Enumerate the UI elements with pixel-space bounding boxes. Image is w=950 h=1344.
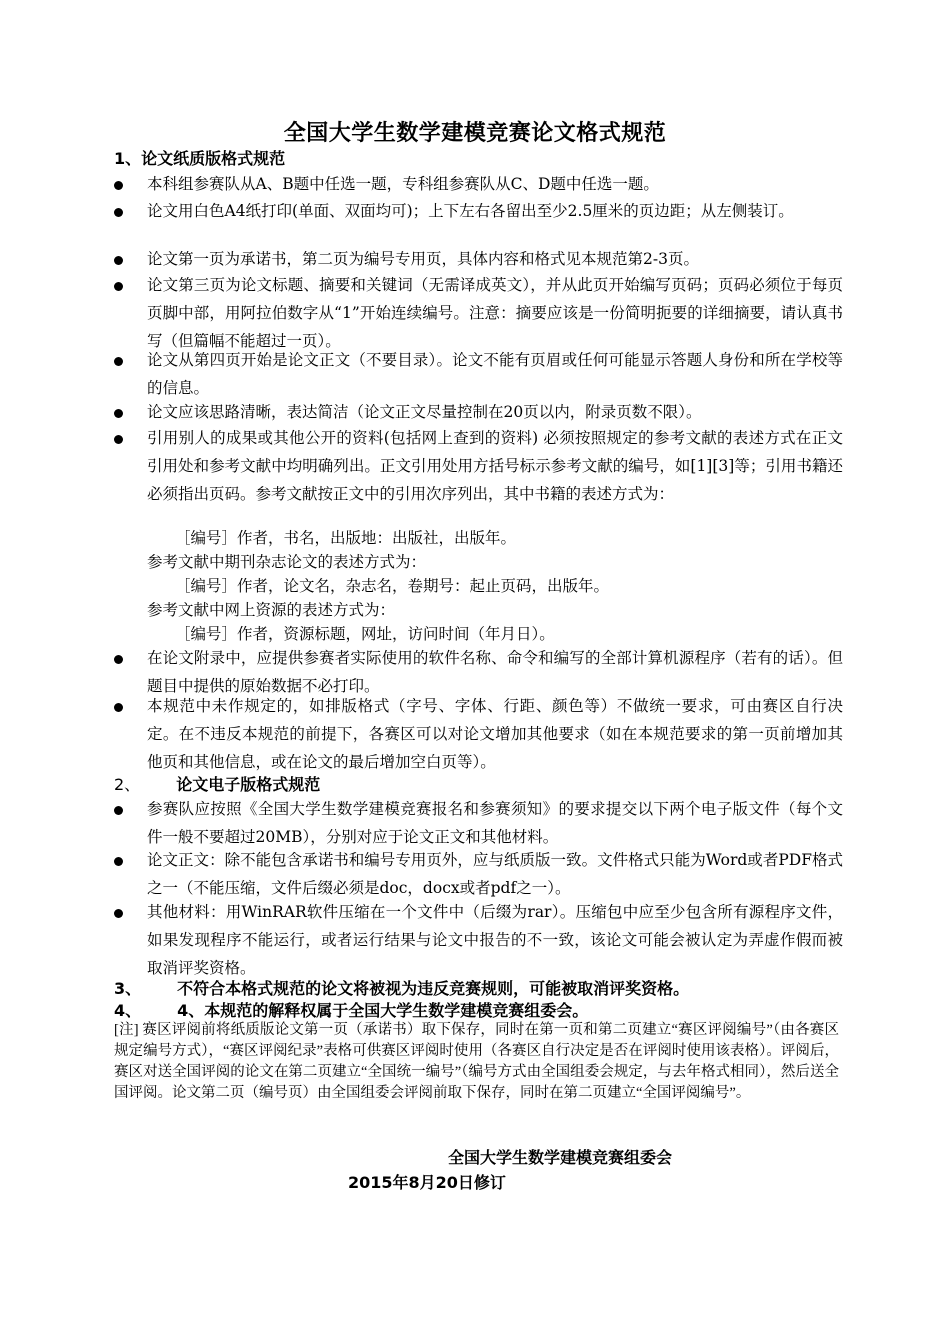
list-item-text: 本规范中未作规定的，如排版格式（字号、字体、行距、颜色等）不做统一要求，可由赛区自行决定。在不违反本规范的前提下，各赛区可以对论文增加其他要求（如在本规范要求的第一页前增加其他页和其他信息，或在论文的最后增加空白页等）。	[147, 697, 843, 771]
bullet-icon	[114, 409, 123, 418]
bullet-icon	[114, 282, 123, 291]
section-number: 4、	[114, 1001, 142, 1020]
list-item	[108, 398, 843, 426]
bullet-icon	[114, 655, 123, 664]
list-item	[108, 424, 843, 508]
section-number: 3、	[114, 979, 142, 998]
list-item	[108, 271, 843, 355]
bullet-icon	[114, 909, 123, 918]
reference-intro-journal: 参考文献中期刊杂志论文的表述方式为：	[147, 553, 427, 571]
section-4-heading	[114, 998, 588, 1021]
list-item	[108, 692, 843, 776]
list-item	[108, 245, 843, 273]
reference-intro-web: 参考文献中网上资源的表述方式为：	[147, 601, 396, 619]
section-title: 不符合本格式规范的论文将被视为违反竞赛规则，可能被取消评奖资格。	[177, 979, 690, 998]
section-title: 论文电子版格式规范	[176, 775, 321, 794]
bullet-icon	[114, 435, 123, 444]
list-item-text: 论文正文：除不能包含承诺书和编号专用页外，应与纸质版一致。文件格式只能为Word或者PDF格式之一（不能压缩，文件后缀必须是doc，docx或者pdf之一）。	[147, 851, 843, 897]
bullet-icon	[114, 208, 123, 217]
section-number: 2、	[114, 775, 141, 794]
list-item-text: 论文第三页为论文标题、摘要和关键词（无需译成英文），并从此页开始编写页码；页码必须位于每页页脚中部，用阿拉伯数字从“1”开始连续编号。注意：摘要应该是一份简明扼要的详细摘要，请认真书写（但篇幅不能超过一页）。	[147, 276, 843, 350]
list-item-text: 在论文附录中，应提供参赛者实际使用的软件名称、命令和编写的全部计算机源程序（若有的话）。但题目中提供的原始数据不必打印。	[147, 649, 843, 695]
list-item	[108, 170, 843, 198]
page-title: 全国大学生数学建模竞赛论文格式规范	[283, 121, 667, 146]
reference-format-journal: ［编号］作者，论文名，杂志名，卷期号：起止页码，出版年。	[175, 577, 610, 595]
reference-format-book: ［编号］作者，书名，出版地：出版社，出版年。	[175, 529, 517, 547]
bullet-icon	[114, 806, 123, 815]
list-item	[108, 197, 843, 225]
list-item-text: 引用别人的成果或其他公开的资料(包括网上查到的资料) 必须按照规定的参考文献的表述方式在正文引用处和参考文献中均明确列出。正文引用处用方括号标示参考文献的编号，如[1][3]等；引用书籍还必须指出页码。参考文献按正文中的引用次序列出，其中书籍的表述方式为：	[147, 429, 843, 503]
list-item-text: 本科组参赛队从A、B题中任选一题，专科组参赛队从C、D题中任选一题。	[147, 175, 659, 193]
list-item-text: 论文第一页为承诺书，第二页为编号专用页，具体内容和格式见本规范第2-3页。	[147, 250, 699, 268]
section-2-heading	[114, 772, 320, 795]
section-title: 4、本规范的解释权属于全国大学生数学建模竞赛组委会。	[177, 1001, 589, 1020]
bullet-icon	[114, 857, 123, 866]
section-3-heading	[114, 976, 689, 999]
list-item	[108, 898, 843, 982]
list-item-text: 论文从第四页开始是论文正文（不要目录）。论文不能有页眉或任何可能显示答题人身份和所在学校等的信息。	[147, 351, 843, 397]
bullet-icon	[114, 256, 123, 265]
list-item	[108, 795, 843, 851]
list-item-text: 论文用白色A4纸打印(单面、双面均可)；上下左右各留出至少2.5厘米的页边距；从左侧装订。	[147, 202, 794, 220]
bullet-icon	[114, 181, 123, 190]
footnote: [注] 赛区评阅前将纸质版论文第一页（承诺书）取下保存，同时在第一页和第二页建立“赛区评阅编号”（由各赛区规定编号方式），“赛区评阅纪录”表格可供赛区评阅时使用（各赛区自行决定是否在评阅时使用该表格）。评阅后，赛区对送全国评阅的论文在第二页建立“全国统一编号”（编号方式由全国组委会规定，与去年格式相同），然后送全国评阅。论文第二页（编号页）由全国组委会评阅前取下保存，同时在第二页建立“全国评阅编号”。	[114, 1022, 839, 1101]
list-item	[108, 346, 843, 402]
list-item	[108, 846, 843, 902]
list-item-text: 参赛队应按照《全国大学生数学建模竞赛报名和参赛须知》的要求提交以下两个电子版文件（每个文件一般不要超过20MB），分别对应于论文正文和其他材料。	[147, 800, 843, 846]
signature-organization: 全国大学生数学建模竞赛组委会	[448, 1148, 673, 1167]
list-item-text: 论文应该思路清晰，表达简洁（论文正文尽量控制在20页以内，附录页数不限）。	[147, 403, 702, 421]
list-item-text: 其他材料：用WinRAR软件压缩在一个文件中（后缀为rar）。压缩包中应至少包含所有源程序文件，如果发现程序不能运行，或者运行结果与论文中报告的不一致，该论文可能会被认定为弄虚作假而被取消评奖资格。	[147, 903, 843, 977]
signature-date: 2015年8月20日修订	[348, 1173, 506, 1192]
bullet-icon	[114, 703, 123, 712]
bullet-icon	[114, 357, 123, 366]
reference-format-web: ［编号］作者，资源标题，网址，访问时间（年月日）。	[175, 625, 555, 643]
section-1-heading: 1、论文纸质版格式规范	[114, 149, 286, 168]
